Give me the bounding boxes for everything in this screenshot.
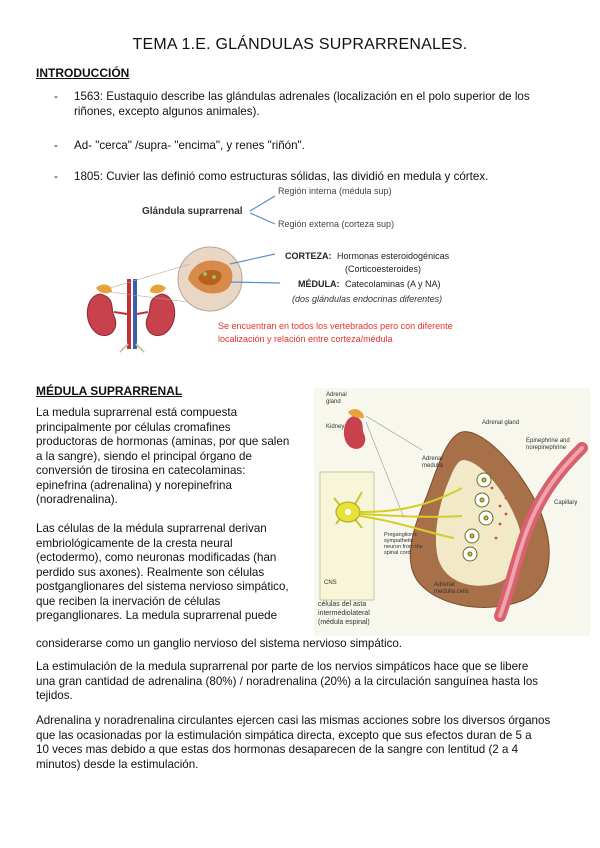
text-line: preganglionares. La medula suprarrenal puede <box>36 609 278 622</box>
branch-internal-label: Región interna (médula sup) <box>278 186 392 196</box>
intro-heading: INTRODUCCIÓN <box>36 66 130 80</box>
text-line: conversión de tirosina en catecolaminas: <box>36 464 246 477</box>
branch-arrow-external <box>250 213 275 224</box>
medula-paragraph-2-last: considerarse como un ganglio nervioso del sistema nervioso simpático. <box>36 637 403 650</box>
label-adrenal-medulla: Adrenal medulla <box>422 456 444 469</box>
corteza-sub: (Corticoesteroides) <box>345 264 422 274</box>
corteza-row <box>285 251 450 261</box>
bullet-marker: - <box>54 170 58 183</box>
text-line: a la sangre), siendo el principal órgano de <box>36 449 252 463</box>
text-line: (noradrenalina). <box>36 493 118 506</box>
text-line: Las células de la médula suprarrenal derivan <box>36 522 267 535</box>
medula-heading: MÉDULA SUPRARRENAL <box>36 384 183 398</box>
page-title: TEMA 1.E. GLÁNDULAS SUPRARRENALES. <box>132 36 468 53</box>
text-line: principalmente por células cromafines <box>36 420 231 434</box>
red-note-line-1: Se encuentran en todos los vertebrados pero con diferente <box>218 321 453 331</box>
bullet-marker: - <box>54 139 58 152</box>
corteza-text: Hormonas esteroidogénicas <box>337 251 450 261</box>
intro-bullet-1 <box>54 90 559 119</box>
text-line: productoras de hormonas (aminas, por que salen <box>36 435 290 448</box>
adrenal-overview-diagram <box>70 184 530 354</box>
label-asta-caption: células del asta intermediolateral (médula espinal) <box>318 601 370 626</box>
label-cns: CNS <box>324 580 337 586</box>
branch-external-label: Región externa (corteza sup) <box>278 219 395 229</box>
text-line: 10 veces mas debido a que estas dos hormonas desaparecen de la sangre con lentitud (2 a 4 <box>36 743 519 756</box>
label-capillary: Capillary <box>554 500 578 506</box>
medula-paragraph-1 <box>36 406 311 508</box>
bullet-marker: - <box>54 90 58 103</box>
root-label: Glándula suprarrenal <box>142 206 243 217</box>
text-line: perdido sus axones). Realmente son células <box>36 565 265 579</box>
text-line: minutos) desde la estimulación. <box>36 757 199 771</box>
kidney-illustration <box>87 279 174 352</box>
text-line: una gran cantidad de adrenalina (80%) / noradrenalina (20%) a la circulación sanguínea hasta los <box>36 674 539 688</box>
medula-paragraph-3 <box>36 660 581 704</box>
medula-label: MÉDULA: <box>298 279 340 289</box>
label-medulla-cells: Adrenal medulla cells <box>434 582 469 595</box>
intro-bullet-3 <box>54 170 559 185</box>
intro-bullet-2 <box>54 139 559 154</box>
text-line: (ectodermo), como neuronas modificadas (han <box>36 551 277 564</box>
corteza-label: CORTEZA: <box>285 251 332 261</box>
medula-text: Catecolaminas (A y NA) <box>345 279 441 289</box>
bullet-text: 1563: Eustaquio describe las glándulas adrenales (localización en el polo superior de los riñones, excepto algunos animales). <box>74 90 530 118</box>
adrenal-medulla-diagram <box>314 388 590 636</box>
red-note-line-2: localización y relación entre corteza/médula <box>218 334 393 344</box>
label-epinephrine: Epinephrine and norepinephrine <box>526 438 570 451</box>
text-line: embriológicamente de la cresta neural <box>36 536 233 550</box>
note-italic: (dos glándulas endocrinas diferentes) <box>292 294 443 304</box>
text-line: Adrenalina y noradrenalina circulantes ejercen casi las mismas acciones sobre los diversos órganos <box>36 714 551 727</box>
text-line: que las ocasionadas por la estimulación simpática directa, excepto que sus efectos duran de 5 a <box>36 728 532 742</box>
medula-row <box>298 279 441 289</box>
text-line: tejidos. <box>36 689 73 702</box>
branch-arrow-internal <box>250 196 275 211</box>
text-line: La medula suprarrenal está compuesta <box>36 406 238 419</box>
bullet-text: Ad- "cerca" /supra- "encima", y renes "riñón". <box>74 139 305 152</box>
label-adrenal-gland: Adrenal gland <box>482 420 520 426</box>
text-line: postganglionares del sistema nervioso simpático, <box>36 580 289 593</box>
label-adrenal-gland-small: Adrenal gland <box>326 392 347 405</box>
label-preganglionic: Preganglionic sympathetic neuron from the spinal cord <box>384 532 423 556</box>
bullet-text: 1805: Cuvier las definió como estructuras sólidas, las dividió en medula y córtex. <box>74 170 489 183</box>
text-line: que reciben la inervación de células <box>36 594 221 608</box>
text-line: epinefrina (adrenalina) y norepinefrina <box>36 478 232 492</box>
medula-paragraph-2 <box>36 522 311 624</box>
label-kidney: Kidney <box>326 424 345 430</box>
text-line: La estimulación de la medula suprarrenal por parte de los nervios simpáticos hace que se libere <box>36 660 529 673</box>
medula-paragraph-4 <box>36 714 581 772</box>
